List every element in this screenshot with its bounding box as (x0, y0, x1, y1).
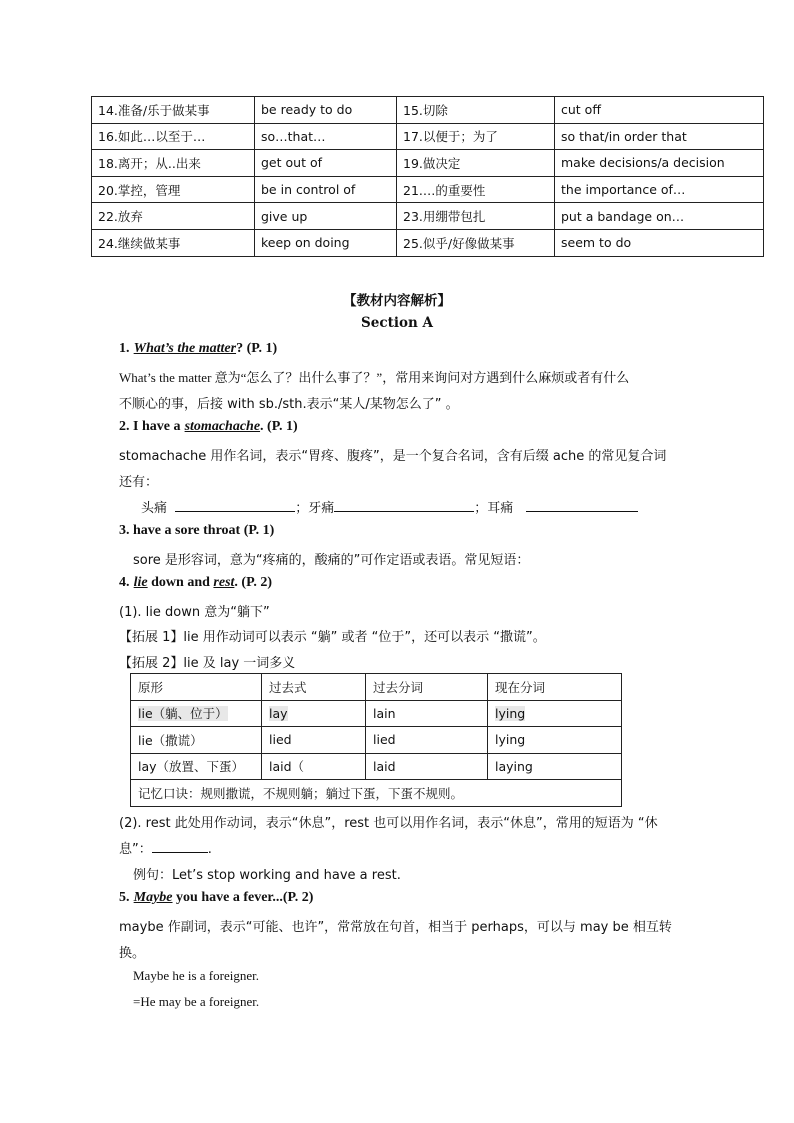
item4-sub2a: (2). rest 此处用作动词，表示“休息”，rest 也可以用作名词，表示“休息”，常用的短语为 “休 (119, 816, 658, 831)
table-row (92, 229, 764, 256)
rest-phrase-blank[interactable] (152, 840, 208, 853)
table-cell: seem to do (555, 229, 764, 256)
table-row (131, 700, 622, 727)
item4-sub1: (1). lie down 意为“躺下” (119, 605, 270, 620)
item5-line1: maybe 作副词，表示“可能、也许”，常常放在句首，相当于 perhaps，可以与 may be 相互转 (119, 920, 672, 935)
header-cell: 现在分词 (488, 674, 622, 701)
item1-line2: 不顺心的事，后接 with sb./sth.表示“某人/某物怎么了” 。 (119, 397, 459, 412)
table-cell: lying (488, 727, 622, 754)
table-cell: lied (262, 727, 366, 754)
analysis-heading: 【教材内容解析】 (343, 293, 451, 309)
table-cell: 18.离开；从..出来 (92, 150, 255, 177)
lie-lay-table (130, 673, 622, 807)
item3-line1: sore 是形容词，意为“疼痛的，酸痛的”可作定语或表语。常见短语： (133, 553, 530, 568)
mnemonic-cell: 记忆口诀：规则撒谎，不规则躺；躺过下蛋，下蛋不规则。 (131, 780, 622, 807)
table-cell: lay (262, 700, 366, 727)
section-title: Section A (361, 315, 433, 331)
table-cell: lie（撒谎） (131, 727, 262, 754)
headache-blank[interactable] (175, 499, 295, 512)
table-cell: 16.如此…以至于… (92, 123, 255, 150)
table-cell: so…that… (255, 123, 397, 150)
table-cell: 19.做决定 (397, 150, 555, 177)
table-cell: 21.…的重要性 (397, 176, 555, 203)
table-cell: give up (255, 203, 397, 230)
table-row (92, 150, 764, 177)
table-cell: laid (366, 753, 488, 780)
table-cell: lying (488, 700, 622, 727)
item4-ext2: 【拓展 2】lie 及 lay 一词多义 (119, 656, 296, 671)
item3-title: 3. have a sore throat (P. 1) (119, 523, 275, 538)
table-cell: 20.掌控，管理 (92, 176, 255, 203)
item4-sub2b: 息”： . (119, 842, 212, 857)
vocabulary-table (91, 96, 764, 257)
table-cell: lied (366, 727, 488, 754)
table-row (92, 97, 764, 124)
item2-line1: stomachache 用作名词，表示“胃疼、腹疼”，是一个复合名词，含有后缀 ache 的常见复合词 (119, 449, 667, 464)
item5-example1: Maybe he is a foreigner. (133, 968, 259, 983)
item4-example: 例句：Let’s stop working and have a rest. (133, 868, 401, 883)
table-cell: 22.放弃 (92, 203, 255, 230)
header-cell: 过去式 (262, 674, 366, 701)
header-cell: 原形 (131, 674, 262, 701)
table-cell: 17.以便于；为了 (397, 123, 555, 150)
table-cell: 23.用绷带包扎 (397, 203, 555, 230)
table-cell: put a bandage on… (555, 203, 764, 230)
earache-blank[interactable] (526, 499, 638, 512)
table-cell: so that/in order that (555, 123, 764, 150)
item1-title: 1. What’s the matter? (P. 1) (119, 341, 278, 356)
table-cell: cut off (555, 97, 764, 124)
toothache-blank[interactable] (334, 499, 474, 512)
lie-table-header (131, 674, 622, 701)
table-cell: get out of (255, 150, 397, 177)
table-row (92, 123, 764, 150)
table-row (131, 753, 622, 780)
item4-title: 4. lie down and rest. (P. 2) (119, 575, 272, 590)
item2-blanks: 头痛 ；牙痛 ；耳痛 (141, 497, 638, 516)
item5-title: 5. Maybe you have a fever...(P. 2) (119, 890, 314, 905)
table-cell: laid（ (262, 753, 366, 780)
item4-ext1: 【拓展 1】lie 用作动词可以表示 “躺” 或者 “位于”，还可以表示 “撒谎”。 (119, 630, 546, 645)
table-row (92, 176, 764, 203)
header-cell: 过去分词 (366, 674, 488, 701)
table-cell: make decisions/a decision (555, 150, 764, 177)
table-row (92, 203, 764, 230)
table-cell: keep on doing (255, 229, 397, 256)
table-cell: 24.继续做某事 (92, 229, 255, 256)
table-cell: laying (488, 753, 622, 780)
table-row (131, 727, 622, 754)
item5-line2: 换。 (119, 946, 146, 961)
table-cell: lay（放置、下蛋） (131, 753, 262, 780)
table-cell: be in control of (255, 176, 397, 203)
table-cell: the importance of… (555, 176, 764, 203)
item5-example2: =He may be a foreigner. (133, 994, 260, 1009)
item1-line1: What’s the matter 意为“怎么了？出什么事了？”，常用来询问对方遇到什么麻烦或者有什么 (119, 370, 630, 385)
item2-title: 2. I have a stomachache. (P. 1) (119, 419, 298, 434)
table-cell: lie（躺、位于） (131, 700, 262, 727)
mnemonic-row (131, 780, 622, 807)
item2-line2: 还有： (119, 475, 159, 490)
table-cell: 14.准备/乐于做某事 (92, 97, 255, 124)
table-cell: lain (366, 700, 488, 727)
table-cell: 25.似乎/好像做某事 (397, 229, 555, 256)
table-cell: 15.切除 (397, 97, 555, 124)
table-cell: be ready to do (255, 97, 397, 124)
